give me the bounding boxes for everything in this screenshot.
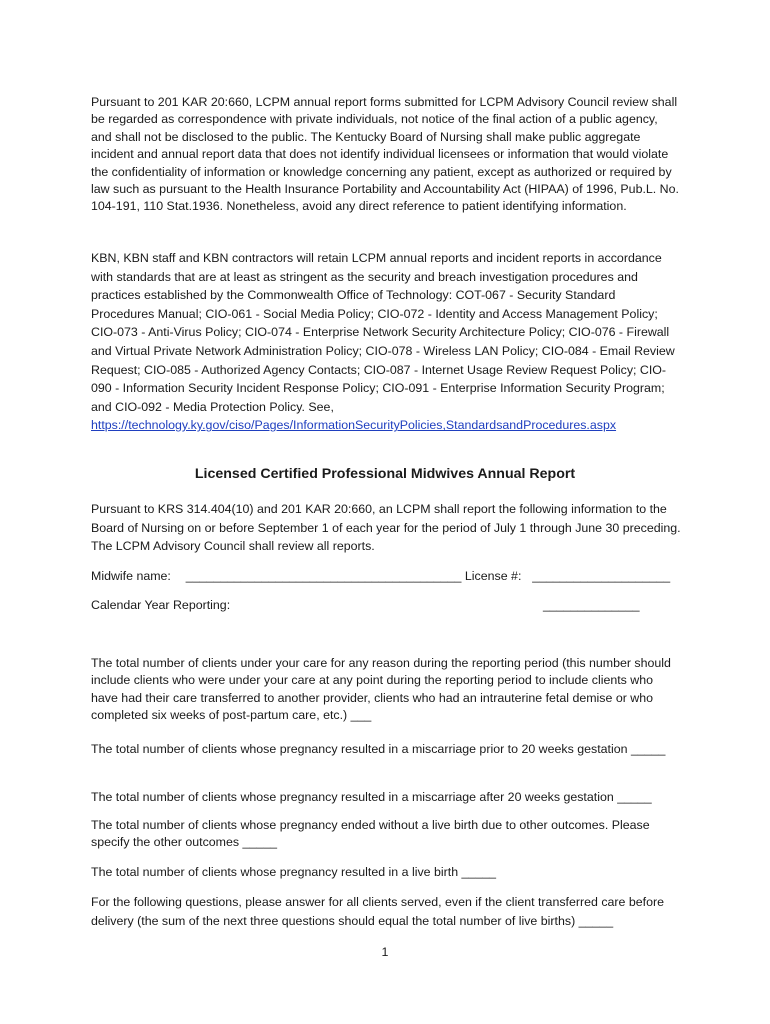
page-number: 1 xyxy=(381,945,389,959)
security-policies-link[interactable]: https://technology.ky.gov/ciso/Pages/InformationSecurityPolicies,StandardsandProcedures.aspx xyxy=(91,418,617,433)
privacy-paragraph: Pursuant to 201 KAR 20:660, LCPM annual report forms submitted for LCPM Advisory Council review shall be regarded as correspondence with private individuals, not notice of the final action of a public agency, and shall not be disclosed to the public. The Kentucky Board of Nursing shall make public aggregate incident and annual report data that does not identify individual licensees or information that would violate the confidentiality of information or knowledge concerning any patient, except as authorized or required by law such as pursuant to the Health Insurance Portability and Accountability Act (HIPAA) of 1996, Pub.L. No. 104-191, 110 Stat.1936. Nonetheless, avoid any direct reference to patient identifying information. xyxy=(91,95,679,214)
question-miscarriage-after-20: The total number of clients whose pregnancy resulted in a miscarriage after 20 weeks gestation _____ xyxy=(91,790,652,804)
license-field[interactable]: ____________________ xyxy=(532,569,671,583)
midwife-name-field[interactable]: ________________________________________ xyxy=(185,569,462,583)
retention-text: KBN, KBN staff and KBN contractors will retain LCPM annual reports and incident reports in accordance with standards that are at least as stringent as the security and breach investigation procedures and practices established by the Commonwealth Office of Technology: COT-067 - Security Standard Procedures Manual; CIO-061 - Social Media Policy; CIO-072 - Identity and Access Management Policy; CIO-073 - Anti-Virus Policy; CIO-074 - Enterprise Network Security Architecture Policy; CIO-076 - Firewall and Virtual Private Network Administration Policy; CIO-078 - Wireless LAN Policy; CIO-084 - Email Review Request; CIO-085 - Authorized Agency Contacts; CIO-087 - Internet Usage Review Request Policy; CIO-090 - Information Security Incident Response Policy; CIO-091 - Enterprise Information Security Program; and CIO-092 - Media Protection Policy. See, xyxy=(91,251,675,414)
intro-paragraph: Pursuant to KRS 314.404(10) and 201 KAR 20:660, an LCPM shall report the following information to the Board of Nursing on or before September 1 of each year for the period of July 1 through June 30 preceding. The LCPM Advisory Council shall review all reports. xyxy=(91,502,681,554)
license-label: License #: xyxy=(464,569,522,583)
section-title: Licensed Certified Professional Midwives Annual Report xyxy=(194,466,576,482)
calendar-year-label: Calendar Year Reporting: xyxy=(91,598,231,612)
question-live-birth: The total number of clients whose pregnancy resulted in a live birth _____ xyxy=(91,865,496,879)
retention-paragraph xyxy=(91,249,681,435)
question-total-clients: The total number of clients under your care for any reason during the reporting period (this number should include clients who were under your care at any point during the reporting period to include clients who have had their care transferred to another provider, clients who had an intrauterine fetal demise or who completed six weeks of post-partum care, etc.) ___ xyxy=(91,656,671,723)
midwife-name-label: Midwife name: xyxy=(91,569,171,583)
calendar-year-row xyxy=(91,597,681,614)
question-miscarriage-before-20: The total number of clients whose pregnancy resulted in a miscarriage prior to 20 weeks gestation _____ xyxy=(91,742,666,756)
question-following-instructions: For the following questions, please answer for all clients served, even if the client transferred care before delivery (the sum of the next three questions should equal the total number of live births) _____ xyxy=(91,895,665,928)
midwife-name-row xyxy=(91,568,681,585)
calendar-year-field[interactable]: ______________ xyxy=(543,598,640,612)
question-other-outcomes: The total number of clients whose pregnancy ended without a live birth due to other outcomes. Please specify the other outcomes _____ xyxy=(91,818,650,850)
